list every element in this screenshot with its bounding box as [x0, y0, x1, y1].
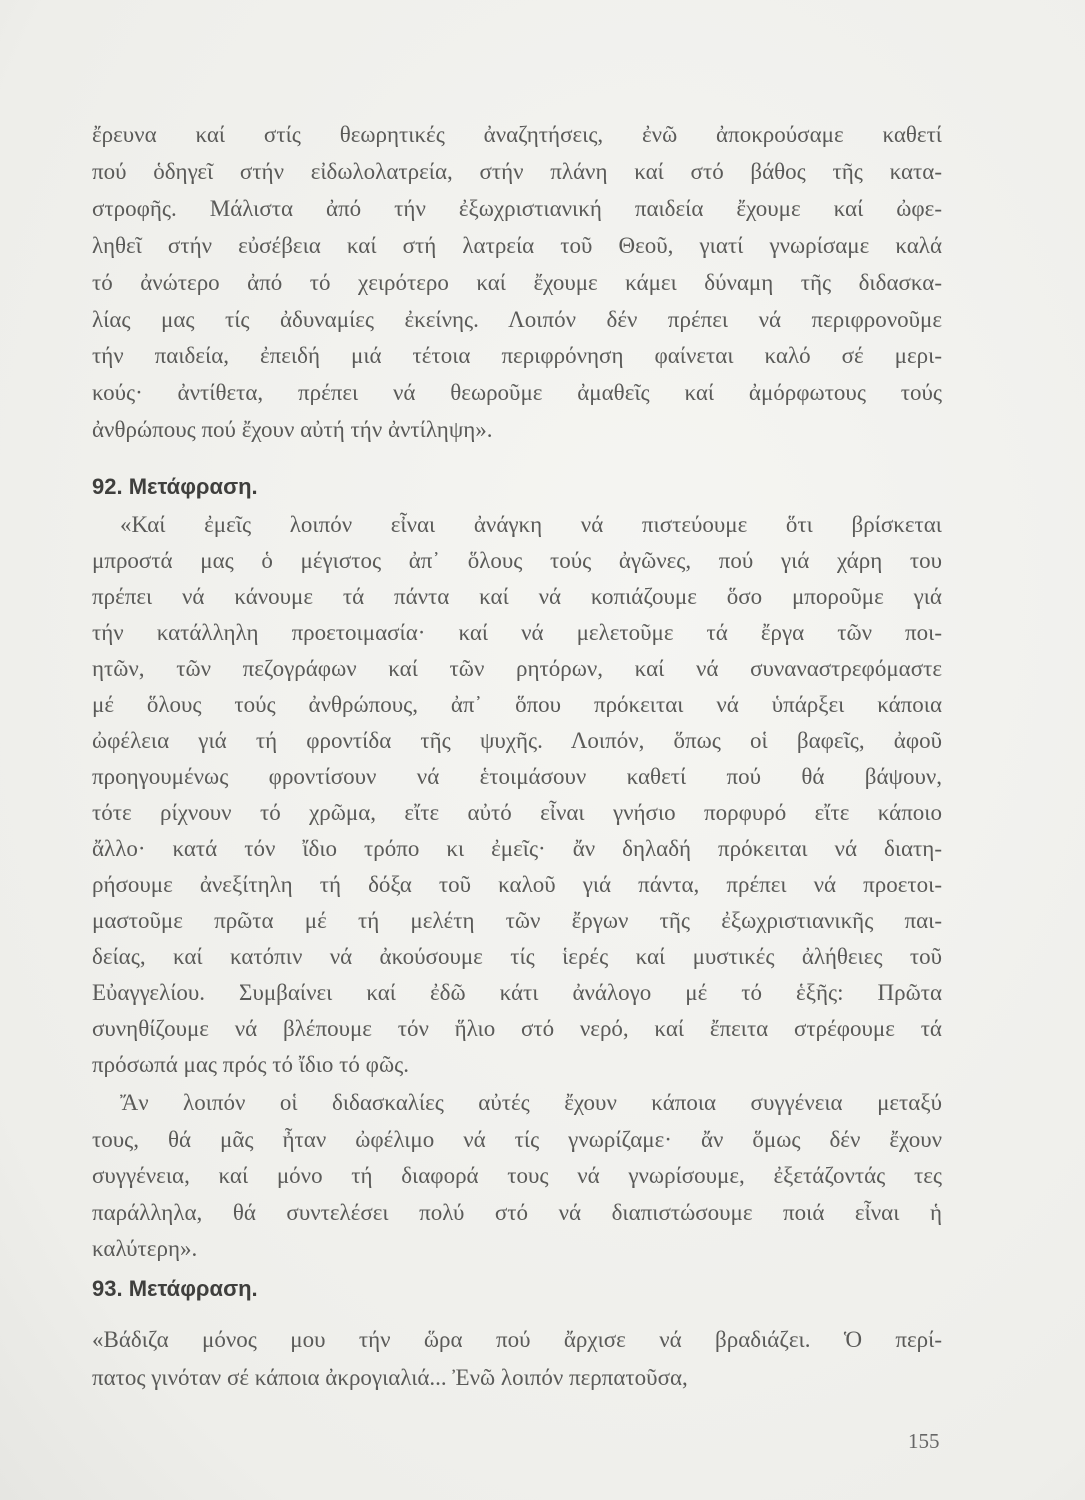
section-heading-93: 93. Μετάφραση.	[92, 1276, 258, 1301]
paragraph-2-line: συνηθίζουμε νά βλέπουμε τόν ἥλιο στό νερό, καί ἔπειτα στρέφουμε τά	[92, 1016, 942, 1041]
paragraph-1-line: πού ὁδηγεῖ στήν εἰδωλολατρεία, στήν πλάνη καί στό βάθος τῆς κατα-	[92, 158, 942, 184]
paragraph-2-line: Εὐαγγελίου. Συμβαίνει καί ἐδῶ κάτι ἀνάλογο μέ τό ἑξῆς: Πρῶτα	[92, 980, 942, 1005]
paragraph-2-line: ἄλλο· κατά τόν ἴδιο τρόπο κι ἐμεῖς· ἄν δηλαδή πρόκειται νά διατη-	[92, 836, 942, 861]
paragraph-2-line: πρόσωπά μας πρός τό ἴδιο τό φῶς.	[92, 1052, 409, 1077]
paragraph-3-line: παράλληλα, θά συντελέσει πολύ στό νά διαπιστώσουμε ποιά εἶναι ἡ	[92, 1199, 942, 1225]
paragraph-3-line: καλύτερη».	[92, 1236, 198, 1261]
paragraph-2-line: «Καί ἐμεῖς λοιπόν εἶναι ἀνάγκη νά πιστεύουμε ὅτι βρίσκεται	[120, 512, 942, 537]
paragraph-2-line: τότε ρίχνουν τό χρῶμα, εἴτε αὐτό εἶναι γνήσιο πορφυρό εἴτε κάποιο	[92, 800, 942, 825]
paragraph-1-line: τό ἀνώτερο ἀπό τό χειρότερο καί ἔχουμε κάμει δύναμη τῆς διδασκα-	[92, 269, 942, 295]
paragraph-2-line: μαστοῦμε πρῶτα μέ τή μελέτη τῶν ἔργων τῆς ἐξωχριστιανικῆς παι-	[92, 908, 942, 933]
paragraph-2-line: τήν κατάλληλη προετοιμασία· καί νά μελετοῦμε τά ἔργα τῶν ποι-	[92, 620, 942, 645]
paragraph-1-line: ἔρευνα καί στίς θεωρητικές ἀναζητήσεις, ἐνῶ ἀποκρούσαμε καθετί	[92, 122, 942, 147]
paragraph-1-line: στροφῆς. Μάλιστα ἀπό τήν ἐξωχριστιανική παιδεία ἔχουμε καί ὠφε-	[92, 195, 942, 221]
paragraph-4-line: πατος γινόταν σέ κάποια ἀκρογιαλιά... Ἐνῶ λοιπόν περπατοῦσα,	[92, 1365, 688, 1390]
paragraph-3-line: συγγένεια, καί μόνο τή διαφορά τους νά γνωρίσουμε, ἐξετάζοντάς τες	[92, 1163, 942, 1188]
paragraph-3-line: τους, θά μᾶς ἦταν ὠφέλιμο νά τίς γνωρίζαμε· ἄν ὅμως δέν ἔχουν	[92, 1126, 942, 1152]
section-heading-92: 92. Μετάφραση.	[92, 474, 258, 499]
paragraph-2-line: ητῶν, τῶν πεζογράφων καί τῶν ρητόρων, καί νά συναναστρεφόμαστε	[92, 656, 942, 681]
paragraph-2-line: δείας, καί κατόπιν νά ἀκούσουμε τίς ἱερές καί μυστικές ἀλήθειες τοῦ	[92, 944, 942, 969]
paragraph-2-line: προηγουμένως φροντίσουν νά ἑτοιμάσουν καθετί πού θά βάψουν,	[92, 764, 942, 789]
paragraph-4-line: «Βάδιζα μόνος μου τήν ὥρα πού ἄρχισε νά βραδιάζει. Ὁ περί-	[92, 1327, 942, 1352]
paragraph-1-line: λίας μας τίς ἀδυναμίες ἐκείνης. Λοιπόν δέν πρέπει νά περιφρονοῦμε	[92, 306, 942, 332]
paragraph-3-line: Ἄν λοιπόν οἱ διδασκαλίες αὐτές ἔχουν κάποια συγγένεια μεταξύ	[120, 1090, 942, 1115]
page-number: 155	[908, 1429, 940, 1453]
paragraph-2-line: ὠφέλεια γιά τή φροντίδα τῆς ψυχῆς. Λοιπόν, ὅπως οἱ βαφεῖς, ἀφοῦ	[92, 728, 942, 753]
paragraph-1-line: τήν παιδεία, ἐπειδή μιά τέτοια περιφρόνηση φαίνεται καλό σέ μερι-	[92, 343, 942, 369]
paragraph-2-line: ρήσουμε ἀνεξίτηλη τή δόξα τοῦ καλοῦ γιά πάντα, πρέπει νά προετοι-	[92, 872, 942, 897]
paragraph-1-line: ἀνθρώπους πού ἔχουν αὐτή τήν ἀντίληψη».	[92, 417, 493, 443]
paragraph-1-line: κούς· ἀντίθετα, πρέπει νά θεωροῦμε ἀμαθεῖς καί ἀμόρφωτους τούς	[92, 380, 942, 406]
paragraph-2-line: πρέπει νά κάνουμε τά πάντα καί νά κοπιάζουμε ὅσο μποροῦμε γιά	[92, 584, 942, 609]
paragraph-1-line: ληθεῖ στήν εὐσέβεια καί στή λατρεία τοῦ Θεοῦ, γιατί γνωρίσαμε καλά	[92, 232, 942, 258]
paragraph-2-line: μέ ὅλους τούς ἀνθρώπους, ἀπ᾽ ὅπου πρόκειται νά ὑπάρξει κάποια	[92, 692, 942, 717]
paragraph-2-line: μπροστά μας ὁ μέγιστος ἀπ᾽ ὅλους τούς ἀγῶνες, πού γιά χάρη του	[92, 548, 942, 573]
